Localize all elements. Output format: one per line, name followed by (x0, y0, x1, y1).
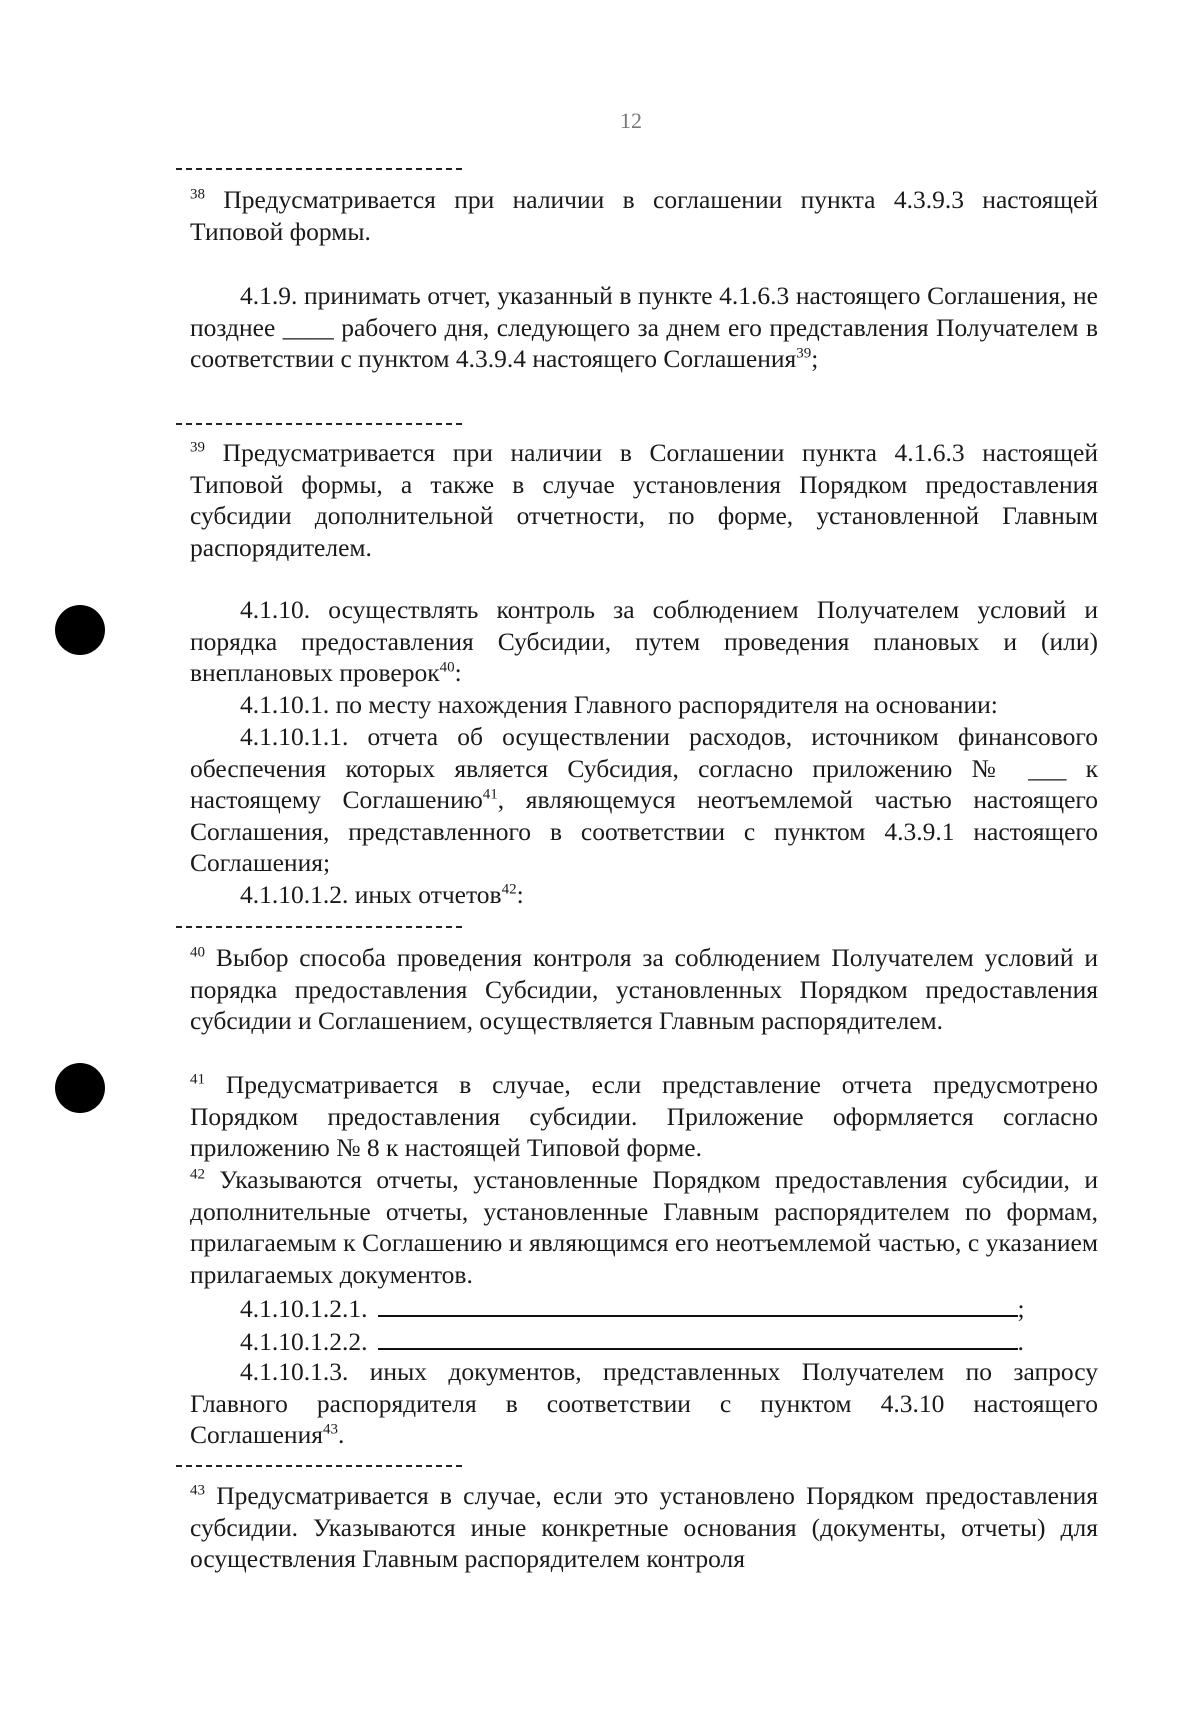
paragraph-text-end: : (516, 880, 524, 909)
paragraph-text-end: . (337, 1420, 345, 1449)
footnote-mark: 39 (190, 439, 205, 456)
footnote-separator (176, 168, 462, 170)
footnote-ref: 43 (322, 1421, 338, 1438)
paragraph-text: 4.1.10.1.2. иных отчетов (240, 880, 502, 909)
footnote-ref: 42 (501, 881, 517, 898)
footnote-mark: 38 (190, 186, 205, 203)
footnote-mark: 40 (190, 944, 205, 961)
footnote-separator (176, 423, 462, 425)
footnote-separator (176, 926, 462, 928)
paragraph-text-end: : (454, 658, 462, 687)
footnote-text: Предусматривается при наличии в соглашении пункта 4.3.9.3 настоящей Типовой формы. (190, 185, 1098, 246)
paragraph-4-1-10-1: 4.1.10.1. по месту нахождения Главного распорядителя на основании: (240, 690, 998, 719)
paragraph-4-1-10-1-1 (190, 721, 1098, 879)
paragraph-4-1-10 (190, 594, 1098, 689)
paragraph-text: 4.1.10.1.3. иных документов, представленных Получателем по запросу Главного распорядителя в соответствии с пунктом 4.3.10 настоящего Соглашения (190, 1357, 1098, 1449)
footnote-41 (190, 1069, 1098, 1164)
punch-hole (55, 605, 105, 655)
paragraph-text-end: , являющемуся неотъемлемой частью настоящего Соглашения, представленного в соответствии с пунктом 4.3.9.1 настоящего Соглашения; (190, 785, 1098, 877)
footnote-ref: 39 (796, 345, 812, 362)
footnote-text: Предусматривается в случае, если это установлено Порядком предоставления субсидии. Указываются иные конкретные основания (документы, отчеты) для осуществления Главным распорядителем контроля (190, 1481, 1098, 1573)
footnote-38 (190, 184, 1098, 247)
footnote-text: Предусматривается в случае, если представление отчета предусмотрено Порядком предоставления субсидии. Приложение оформляется согласно приложению № 8 к настоящей Типовой форме. (190, 1070, 1098, 1162)
paragraph-4-1-10-1-2 (190, 879, 1098, 911)
item-label: 4.1.10.1.2.2. (240, 1327, 368, 1356)
item-end: . (1017, 1327, 1024, 1356)
footnote-mark: 42 (190, 1166, 205, 1183)
footnote-39 (190, 437, 1098, 563)
paragraph-text: 4.1.9. принимать отчет, указанный в пункте 4.1.6.3 настоящего Соглашения, не позднее ____ рабочего дня, следующего за днем его представления Получателем в соответствии с пунктом 4.3.9.4 настоящего Соглашения (190, 281, 1098, 373)
footnote-43 (190, 1480, 1098, 1575)
paragraph-4-1-10-1-3 (190, 1356, 1098, 1451)
paragraph-text: 4.1.10. осуществлять контроль за соблюдением Получателем условий и порядка предоставления Субсидии, путем проведения плановых и (или) внеплановых проверок (190, 595, 1098, 687)
footnote-40 (190, 942, 1098, 1037)
item-end: ; (1017, 1294, 1025, 1323)
footnote-mark: 41 (190, 1071, 205, 1088)
footnote-text: Предусматривается при наличии в Соглашении пункта 4.1.6.3 настоящей Типовой формы, а также в случае установления Порядком предоставления субсидии дополнительной отчетности, по форме, установленной Главным распорядителем. (190, 438, 1098, 562)
footnote-text: Выбор способа проведения контроля за соблюдением Получателем условий и порядка предоставления Субсидии, установленных Порядком предоставления субсидии и Соглашением, осуществляется Главным распорядителем. (190, 943, 1098, 1035)
paragraph-4-1-10-1-2-2 (240, 1326, 1024, 1358)
footnote-ref: 40 (439, 659, 455, 676)
footnote-ref: 41 (482, 786, 498, 803)
blank-field (378, 1326, 1018, 1350)
footnote-separator (176, 1465, 462, 1467)
footnote-42 (190, 1164, 1098, 1290)
footnote-mark: 43 (190, 1482, 205, 1499)
paragraph-4-1-9 (190, 280, 1098, 375)
punch-hole (55, 1063, 105, 1113)
page-number: 12 (620, 108, 642, 133)
paragraph-4-1-10-1-2-1 (240, 1293, 1025, 1325)
footnote-text: Указываются отчеты, установленные Порядком предоставления субсидии, и дополнительные отчеты, установленные Главным распорядителем по формам, прилагаемым к Соглашению и являющимся его неотъемлемой частью, с указанием прилагаемых документов. (190, 1165, 1098, 1289)
paragraph-text-end: ; (811, 344, 819, 373)
blank-field (378, 1293, 1018, 1317)
paragraph-text: 4.1.10.1.1. отчета об осуществлении расходов, источником финансового обеспечения которых является Субсидия, согласно приложению № ___ к настоящему Соглашению (190, 722, 1098, 814)
item-label: 4.1.10.1.2.1. (240, 1294, 368, 1323)
